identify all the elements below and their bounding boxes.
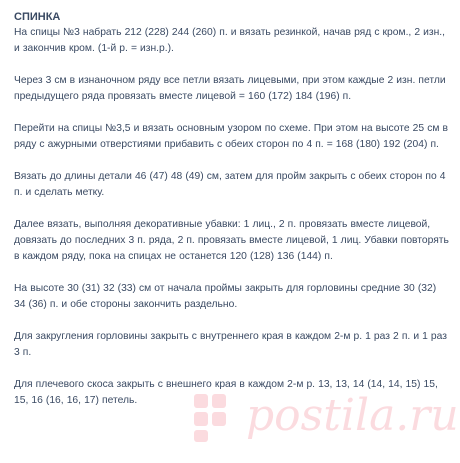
- paragraph-armholes: Вязать до длины детали 46 (47) 48 (49) см, затем для пройм закрыть с обеих сторон по 4 п. и сделать метку.: [14, 171, 446, 198]
- section-title: СПИНКА: [14, 11, 61, 23]
- watermark-text: postila.ru: [246, 390, 459, 441]
- paragraph-decorative-decreases: Далее вязать, выполняя декоративные убавки: 1 лиц., 2 п. провязать вместе лицевой, довязать до последних 3 п. ряда, 2 п. провязать вместе лицевой, 1 лиц. Убавки повторять в каждом ряду, пока на спицах не останется 120 (128) 136 (144) п.: [14, 219, 449, 262]
- paragraph-neck-rounding: Для закругления горловины закрыть с внутреннего края в каждом 2-м р. 1 раз 2 п. и 1 раз 3 п.: [14, 331, 447, 358]
- paragraph-cast-on: На спицы №3 набрать 212 (228) 244 (260) п. и вязать резинкой, начав ряд с кром., 2 изн., и закончив кром. (1-й р. = изн.р.).: [14, 27, 446, 54]
- paragraph-decrease-row: Через 3 см в изнаночном ряду все петли вязать лицевыми, при этом каждые 2 изн. петли предыдущего ряда провязать вместе лицевой = 160 (172) 184 (196) п.: [14, 75, 446, 102]
- paragraph-shoulder-slope: Для плечевого скоса закрыть с внешнего края в каждом 2-м р. 13, 13, 14 (14, 14, 15) 15, 15, 16 (16, 16, 17) петель.: [14, 379, 438, 406]
- paragraph-main-pattern: Перейти на спицы №3,5 и вязать основным узором по схеме. При этом на высоте 25 см в ряду с ажурными отверстиями прибавить с обеих сторон по 4 п. = 168 (180) 192 (204) п.: [14, 123, 448, 150]
- document-body: [14, 10, 450, 409]
- paragraph-neckline: На высоте 30 (31) 32 (33) см от начала проймы закрыть для горловины средние 30 (32) 34 (36) п. и обе стороны закончить раздельно.: [14, 283, 437, 310]
